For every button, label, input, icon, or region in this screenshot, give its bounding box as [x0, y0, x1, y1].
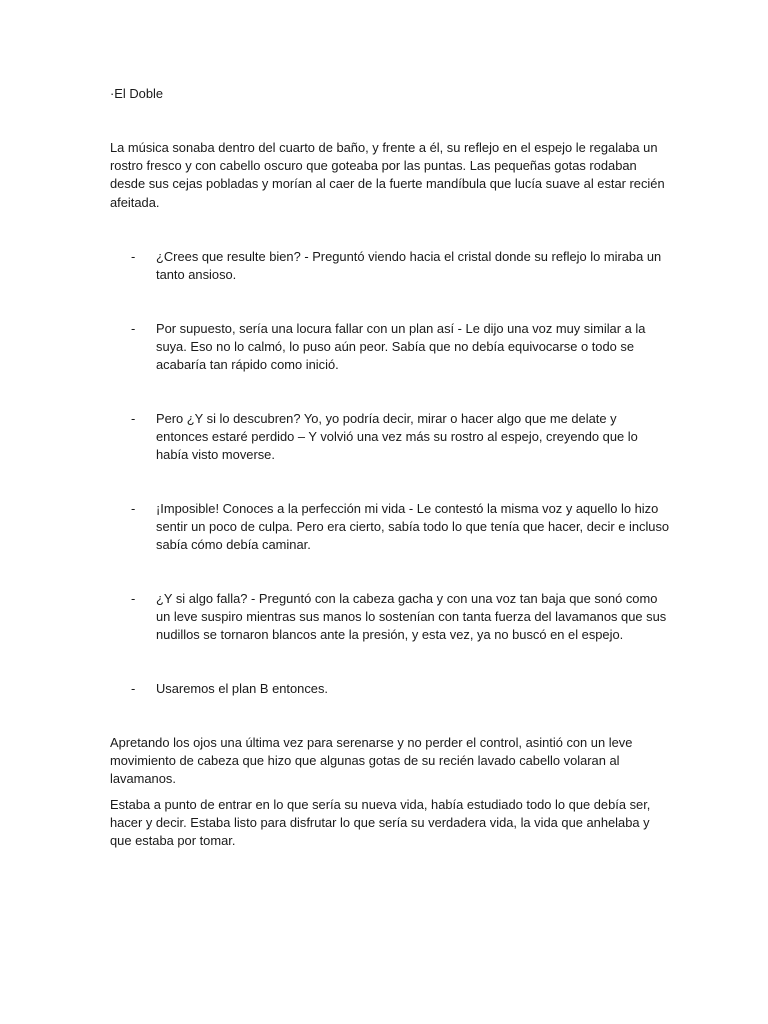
dialogue-item	[131, 320, 671, 375]
dialogue-item	[131, 410, 671, 465]
bullet-dash: -	[131, 501, 136, 516]
closing-paragraph: Estaba a punto de entrar en lo que sería su nueva vida, había estudiado todo lo que debía ser, hacer y decir. Estaba listo para disfrutar lo que sería su verdadera vida, la vida que anhelaba y que estaba por tomar.	[110, 797, 651, 849]
intro-paragraph: La música sonaba dentro del cuarto de baño, y frente a él, su reflejo en el espejo le regalaba un rostro fresco y con cabello oscuro que goteaba por las puntas. Las pequeñas gotas rodaban desde sus cejas pobladas y morían al caer de la fuerte mandíbula que lucía suave al estar recién afeitada.	[110, 140, 665, 210]
bullet-dash: -	[131, 681, 136, 696]
dialogue-text: Usaremos el plan B entonces.	[156, 681, 328, 696]
dialogue-item	[131, 680, 671, 698]
dialogue-item	[131, 500, 671, 555]
document-title: ·El Doble	[110, 86, 164, 101]
bullet-dash: -	[131, 249, 136, 264]
closing-paragraph: Apretando los ojos una última vez para serenarse y no perder el control, asintió con un leve movimiento de cabeza que hizo que algunas gotas de su recién lavado cabello volaran al lavamanos.	[110, 735, 633, 787]
dialogue-item	[131, 590, 671, 645]
dialogue-text: Por supuesto, sería una locura fallar con un plan así - Le dijo una voz muy similar a la suya. Eso no lo calmó, lo puso aún peor. Sabía que no debía equivocarse o todo se acabaría tan rápido como inició.	[156, 321, 646, 373]
dialogue-text: ¿Y si algo falla? - Preguntó con la cabeza gacha y con una voz tan baja que sonó como un leve suspiro mientras sus manos lo sostenían con tanta fuerza del lavamanos que sus nudillos se tornaron blancos ante la presión, y esta vez, ya no buscó en el espejo.	[156, 591, 667, 643]
dialogue-text: ¡Imposible! Conoces a la perfección mi vida - Le contestó la misma voz y aquello lo hizo sentir un poco de culpa. Pero era cierto, sabía todo lo que tenía que hacer, decir e incluso sabía cómo debía caminar.	[156, 501, 670, 553]
dialogue-text: Pero ¿Y si lo descubren? Yo, yo podría decir, mirar o hacer algo que me delate y entonces estaré perdido – Y volvió una vez más su rostro al espejo, creyendo que lo había visto moverse.	[156, 411, 638, 463]
bullet-dash: -	[131, 411, 136, 426]
dialogue-item	[131, 248, 671, 284]
bullet-dash: -	[131, 591, 136, 606]
dialogue-text: ¿Crees que resulte bien? - Preguntó viendo hacia el cristal donde su reflejo lo miraba un tanto ansioso.	[156, 249, 662, 283]
bullet-dash: -	[131, 321, 136, 336]
